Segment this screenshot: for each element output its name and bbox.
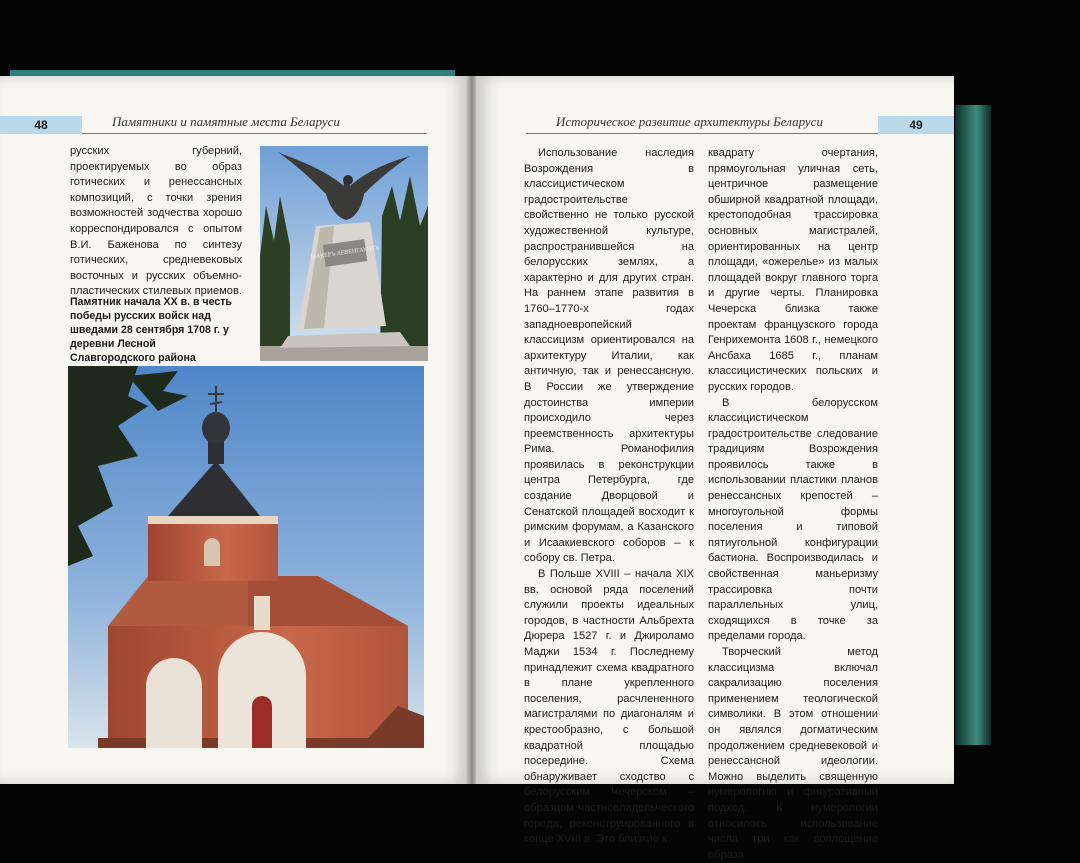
left-text-block xyxy=(70,144,242,300)
header-rule-right xyxy=(526,133,878,134)
paragraph: Творческий метод классицизма включал сакрализацию поселения применением теологической символики. В этом отношении он являлся догматическим продолжением средневековой и ренессансной идеологии. Можно выделить священную нумерологию и фигуративный подход. К нумерологии относилось использование числа три как воплощение образа xyxy=(708,646,878,861)
paragraph: Использование наследия Возрождения в классицистическом градостроительстве свойственно не только русской художественной культуре, распространившейся на белорусских землях, а характерно и для других стран. На раннем этапе развития в 1760–1770-х годах западноевропейский классицизм ориентировался на архитектуру Италии, как античную, так и ренессансную. В России же утверждение достоинства империи происходило через преемственность архитектуры Рима. Романофилия проявилась в реконструкции центра Петербурга, где создание Дворцовой и Сенатской площадей восходит к римским форумам, а Казанского и Исаакиевского соборов – к собору св. Петра. xyxy=(524,147,694,565)
paragraph: В белорусском классицистическом градостроительстве следование традициям Возрождения проявилось также в использовании пластики планов ренессансных крепостей – многоугольной формы поселения и типовой пятиугольной конфигурации бастиона. Воспроизводилась и свойственная маньеризму трассировка почти параллельных улиц, сходящихся в точке за пределами города. xyxy=(708,396,878,643)
monument-inscription: МАКЕРЪ ЛЕВЕНГАУПТЪ xyxy=(310,245,380,261)
running-title-right: Историческое развитие архитектуры Беларуси xyxy=(556,114,823,129)
monument-photo xyxy=(260,146,428,361)
paragraph: В Польше XVIII – начала XIX вв. основой ряда поселений служили проекты идеальных городов, в частности Альбрехта Дюрера 1527 г. и Джироламо Маджи 1534 г. Последнему принадлежит схема квадратного в плане укрепленного поселения, расчлененного магистралями по диагоналям и крестообразно, с большой квадратной площадью посередине. Схема обнаруживает сходство с белорусским Чечерском – образцом частновладельческого города, реконструированного в конце XVIII в. Это близкие к xyxy=(524,568,694,846)
page-number-right: 49 xyxy=(878,116,954,134)
left-paragraph: русских губерний, проектируемых во образ готических и ренессансных композиций, с точки зрения возможностей зодчества хорошо корреспондировался с опытом В.И. Баженова по синтезу готических, средневековых восточных и русских объемно-пластических стилевых приемов. xyxy=(70,145,242,298)
chapel-photo xyxy=(68,366,424,748)
book-spine-edge xyxy=(955,105,991,745)
left-page xyxy=(0,76,468,784)
running-title-left: Памятники и памятные места Беларуси xyxy=(112,114,340,129)
right-column-2 xyxy=(708,146,878,863)
page-number-left: 48 xyxy=(0,116,82,134)
right-column-1 xyxy=(524,146,694,848)
header-rule-left xyxy=(82,133,427,134)
photo-caption: Памятник начала XX в. в честь победы русских войск над шведами 28 сентября 1708 г. у деревни Лесной Славгородского района xyxy=(70,296,232,364)
paragraph: квадрату очертания, прямоугольная уличная сеть, центричное размещение обширной квадратной площади, крестоподобная трассировка основных магистралей, ориентированных на центр площади, «ожерелье» из малых площадей вокруг главного торга и другие черты. Планировка Чечерска близка также проектам французского города Генрихемонта 1608 г., немецкого Ансбаха 1685 г., планам классицистических польских и русских городов. xyxy=(708,147,878,393)
right-page xyxy=(476,76,954,861)
